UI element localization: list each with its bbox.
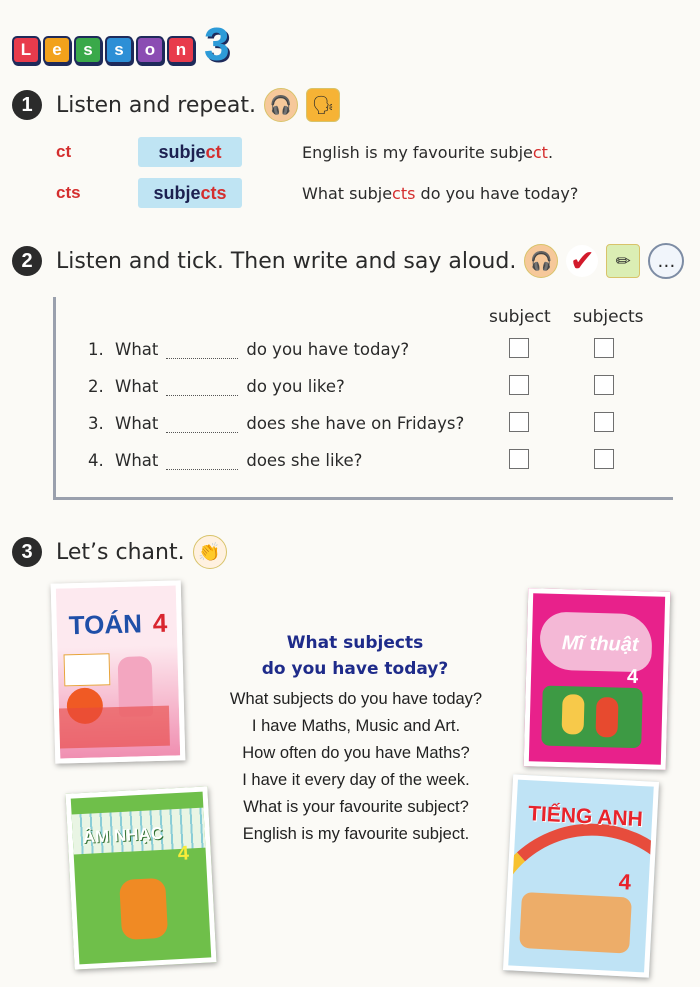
- checkbox-subjects[interactable]: [594, 338, 614, 358]
- section-3-title: Let’s chant.: [56, 539, 185, 565]
- lesson-letter: s: [105, 36, 133, 64]
- checkbox-subject[interactable]: [509, 375, 529, 395]
- question-row: [88, 414, 464, 433]
- book-number: 4: [177, 842, 190, 866]
- checkbox-subject[interactable]: [509, 412, 529, 432]
- chant-line: What is your favourite subject?: [243, 798, 469, 816]
- question-post: do you have today?: [246, 340, 410, 359]
- sound-row: [56, 177, 578, 209]
- checkbox-subjects[interactable]: [594, 449, 614, 469]
- sound-key: cts: [56, 183, 81, 202]
- section-2-header: [12, 243, 684, 279]
- section-1-badge: 1: [12, 90, 42, 120]
- book-cover-toan: [51, 580, 186, 763]
- lesson-number: 3: [204, 18, 230, 70]
- checkbox-subject[interactable]: [509, 449, 529, 469]
- question-post: does she like?: [246, 451, 363, 470]
- lesson-letter: o: [136, 36, 164, 64]
- sound-word: [138, 137, 242, 167]
- cover-band: [59, 706, 170, 749]
- question-pre: What: [115, 451, 159, 470]
- word-ending: cts: [200, 182, 227, 203]
- headphones-icon[interactable]: 🎧: [264, 88, 298, 122]
- answer-blank[interactable]: [166, 455, 238, 470]
- book-cover-mi-thuat: [524, 588, 671, 770]
- question-number: 4.: [88, 451, 104, 470]
- checkbox-subjects[interactable]: [594, 375, 614, 395]
- book-cover-am-nhac: [65, 786, 216, 969]
- sentence-pre: What subje: [302, 183, 393, 203]
- word-base: subje: [158, 141, 206, 162]
- section-2-title: Listen and tick. Then write and say aloud.: [56, 248, 517, 274]
- chant-title-line: do you have today?: [261, 659, 449, 679]
- sentence-post: .: [547, 142, 554, 162]
- chant-title: [228, 630, 482, 682]
- checkbox-subjects[interactable]: [594, 412, 614, 432]
- lesson-letter: s: [74, 36, 102, 64]
- book-title: ÂM NHẠC: [82, 823, 164, 847]
- chant-title-line: What subjects: [286, 633, 424, 653]
- question-pre: What: [115, 377, 159, 396]
- chant-line: I have Maths, Music and Art.: [251, 717, 461, 735]
- speaking-icon[interactable]: 🗣: [306, 88, 340, 122]
- question-number: 1.: [88, 340, 104, 359]
- word-ending: ct: [205, 141, 222, 162]
- painting-illustration: [541, 686, 643, 749]
- chant-line: What subjects do you have today?: [229, 690, 483, 708]
- answer-blank[interactable]: [166, 344, 238, 359]
- book-cover-tieng-anh: [503, 774, 659, 977]
- chant-line: I have it every day of the week.: [242, 771, 470, 789]
- section-3-badge: 3: [12, 537, 42, 567]
- answer-blank[interactable]: [166, 418, 238, 433]
- book-number: 4: [618, 869, 632, 895]
- sentence-pre: English is my favourite subje: [302, 142, 533, 162]
- chant-line: How often do you have Maths?: [242, 744, 470, 762]
- section-3-header: [12, 535, 227, 569]
- word-base: subje: [153, 182, 201, 203]
- column-header-subjects: subjects: [573, 307, 644, 327]
- lesson-letter: e: [43, 36, 71, 64]
- question-pre: What: [115, 340, 159, 359]
- example-sentence: [302, 143, 553, 162]
- section-1-header: [12, 88, 340, 122]
- chant-line: English is my favourite subject.: [242, 825, 470, 843]
- lesson-letter: n: [167, 36, 195, 64]
- book-title: Mĩ thuật: [561, 632, 639, 657]
- book-number: 4: [152, 607, 168, 639]
- question-post: does she have on Fridays?: [246, 414, 465, 433]
- sentence-post: do you have today?: [415, 183, 579, 203]
- child-illustration: [562, 694, 585, 735]
- children-illustration: [519, 892, 632, 954]
- example-sentence: [302, 184, 578, 203]
- question-row: [88, 340, 409, 359]
- headphones-icon[interactable]: 🎧: [524, 244, 558, 278]
- question-row: [88, 451, 362, 470]
- sentence-highlight: cts: [392, 183, 416, 203]
- math-grid-illustration: [64, 653, 111, 686]
- book-title: TIẾNG ANH: [527, 802, 644, 832]
- clapping-hands-icon[interactable]: 👏: [193, 535, 227, 569]
- sound-word: [138, 178, 242, 208]
- section-2-badge: 2: [12, 246, 42, 276]
- question-row: [88, 377, 345, 396]
- question-post: do you like?: [246, 377, 345, 396]
- question-number: 3.: [88, 414, 104, 433]
- sound-key: ct: [56, 142, 72, 161]
- sentence-highlight: ct: [532, 142, 548, 162]
- lesson-heading: [12, 18, 230, 70]
- child-illustration: [595, 697, 618, 738]
- book-number: 4: [626, 665, 639, 689]
- pencil-icon[interactable]: ✏: [606, 244, 640, 278]
- column-header-subject: subject: [489, 307, 551, 327]
- lesson-letter: L: [12, 36, 40, 64]
- question-number: 2.: [88, 377, 104, 396]
- book-title: TOÁN: [68, 608, 143, 641]
- tick-icon[interactable]: ✔: [566, 245, 598, 277]
- sound-row: [56, 136, 553, 168]
- checkbox-subject[interactable]: [509, 338, 529, 358]
- question-pre: What: [115, 414, 159, 433]
- speech-bubble-icon[interactable]: …: [648, 243, 684, 279]
- section-1-title: Listen and repeat.: [56, 92, 257, 118]
- answer-blank[interactable]: [166, 381, 238, 396]
- children-illustration: [119, 878, 168, 940]
